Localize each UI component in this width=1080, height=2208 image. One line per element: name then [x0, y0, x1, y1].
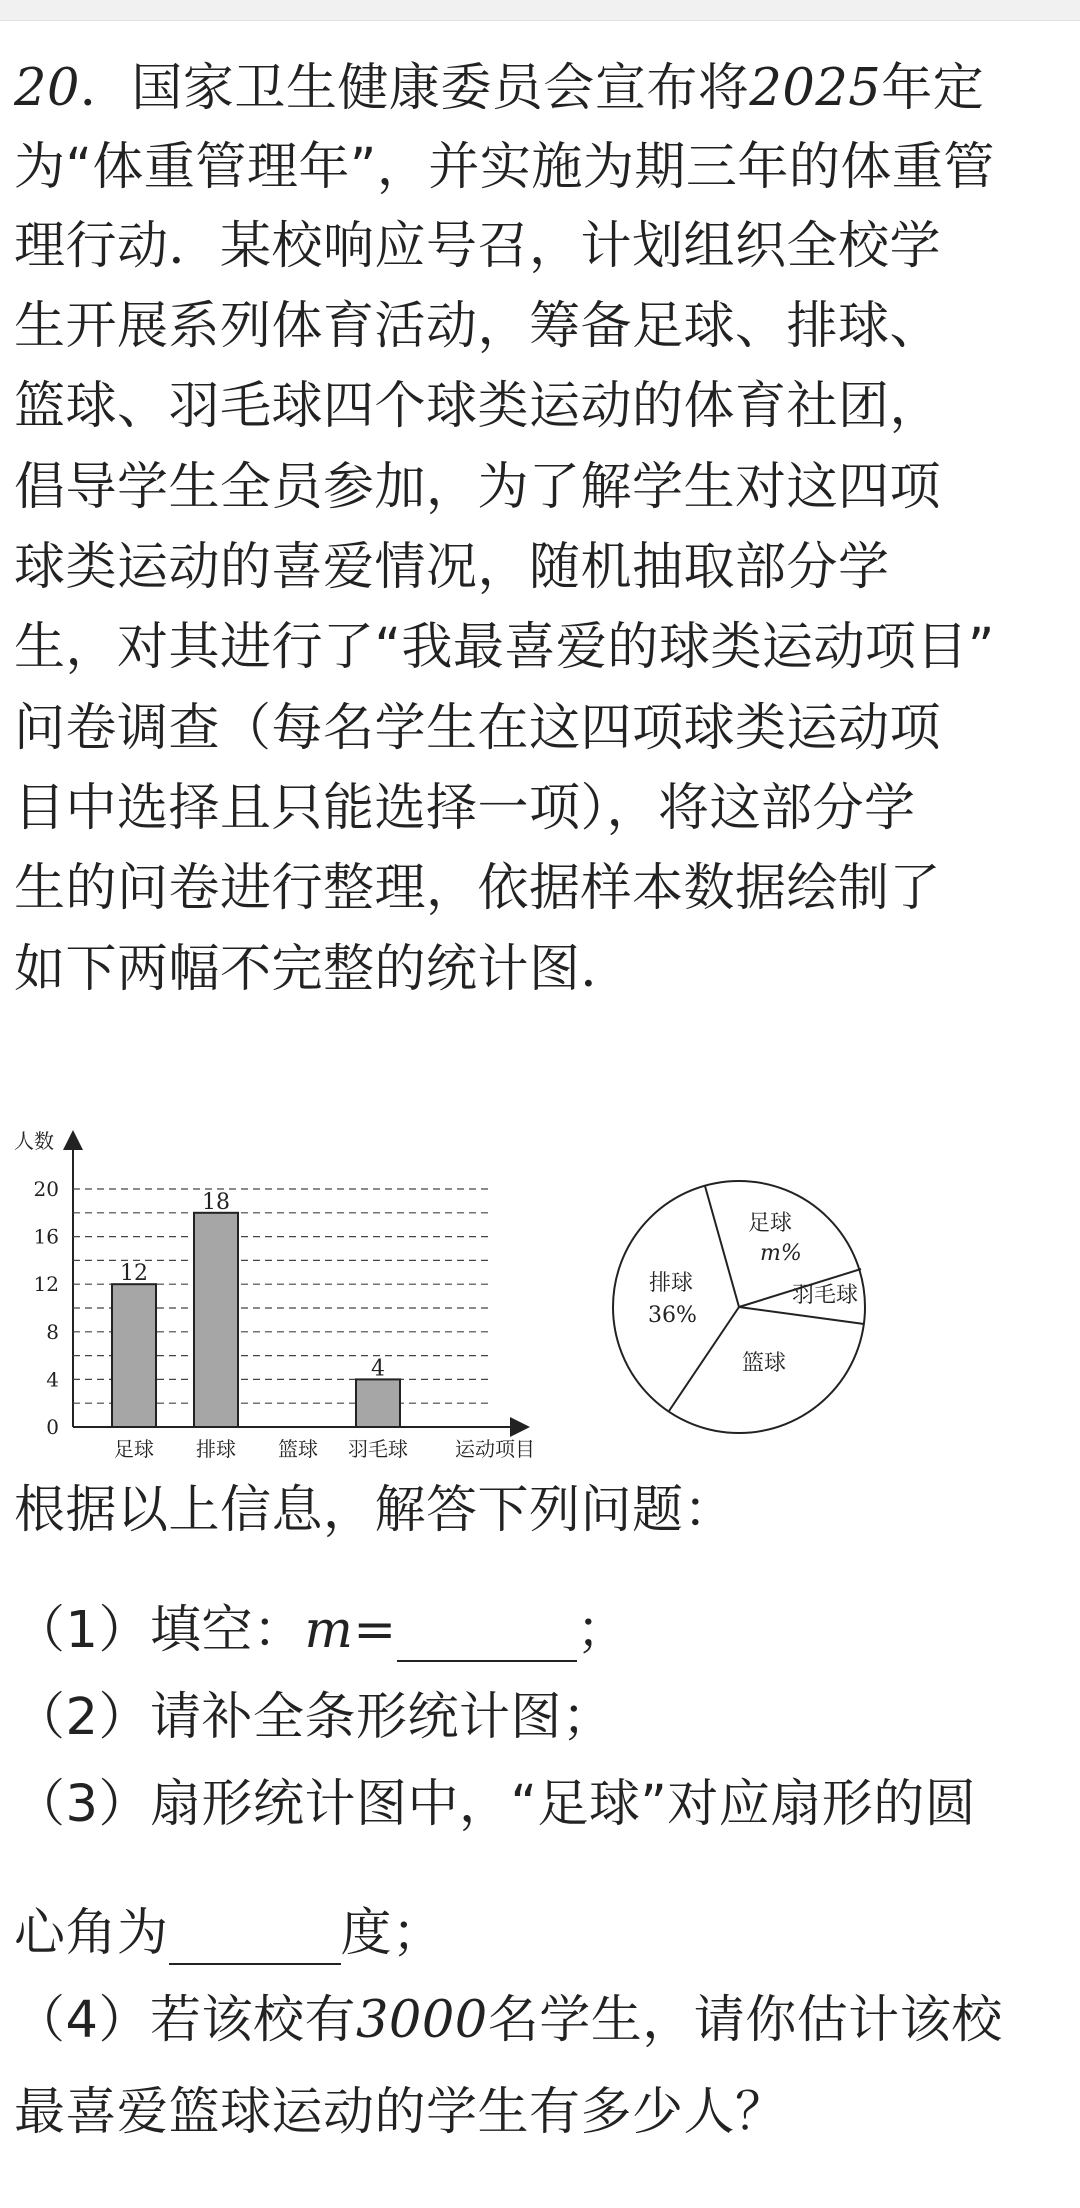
y-tick-label: 8 [46, 1319, 59, 1344]
bar [194, 1213, 238, 1427]
x-tick-label: 足球 [114, 1437, 154, 1461]
y-tick-label: 4 [46, 1367, 59, 1392]
question-part-3-line-1: （3）扇形统计图中，“足球”对应扇形的圆 [14, 1775, 977, 1834]
question-line-6: 倡导学生全员参加，为了解学生对这四项 [14, 458, 942, 517]
question-line-1 [14, 58, 984, 120]
pie-value-football: m% [760, 1241, 802, 1266]
bar-chart [14, 1129, 535, 1461]
figure-svg [0, 1120, 1080, 1472]
y-tick-label: 20 [33, 1177, 59, 1201]
question-line-8: 生，对其进行了“我最喜爱的球类运动项目” [14, 618, 995, 677]
q3-suffix: 度； [340, 1904, 444, 1963]
y-axis-label: 人数 [14, 1129, 54, 1153]
pie-chart [613, 1181, 865, 1433]
bar-data-label: 18 [202, 1189, 230, 1215]
question-line-11: 生的问卷进行整理，依据样本数据绘制了 [14, 859, 942, 918]
y-tick-label: 0 [46, 1415, 59, 1439]
instruction-line: 根据以上信息，解答下列问题： [14, 1481, 736, 1540]
y-tick-label: 16 [33, 1224, 59, 1249]
year-suffix: 年定 [881, 59, 985, 118]
q4-number: 3000 [355, 1991, 488, 2050]
pie-label-badminton: 羽毛球 [792, 1283, 859, 1308]
bar [112, 1284, 156, 1427]
question-line-5: 篮球、羽毛球四个球类运动的体育社团， [14, 377, 942, 436]
x-tick-label: 排球 [196, 1437, 236, 1461]
q3-answer-blank[interactable] [169, 1913, 341, 1965]
question-line-4: 生开展系列体育活动，筹备足球、排球、 [14, 297, 942, 356]
pie-label-basketball: 篮球 [742, 1351, 787, 1376]
q1-answer-blank[interactable] [397, 1610, 577, 1662]
question-part-1 [14, 1600, 628, 1662]
question-line-2: 为“体重管理年”，并实施为期三年的体重管 [14, 138, 995, 197]
question-number: 20 [14, 59, 80, 118]
question-line-7: 球类运动的喜爱情况，随机抽取部分学 [14, 538, 890, 597]
y-tick-label: 12 [33, 1272, 59, 1297]
y-tick-labels [34, 1177, 59, 1439]
question-line-3: 理行动．某校响应号召，计划组织全校学 [14, 217, 942, 276]
question-part-3-line-2 [14, 1903, 444, 1965]
x-tick-label: 篮球 [278, 1437, 318, 1461]
q4-suffix: 名学生，请你估计该校 [487, 1991, 1003, 2050]
pie-value-volleyball: 36% [648, 1303, 697, 1328]
x-tick-label: 羽毛球 [348, 1437, 408, 1461]
question-text-1: ．国家卫生健康委员会宣布将 [79, 59, 750, 118]
q1-variable: m= [304, 1601, 397, 1660]
x-tick-labels [114, 1437, 408, 1461]
q3-prefix: 心角为 [14, 1904, 169, 1963]
bar-data-label: 12 [120, 1261, 148, 1287]
q1-prefix: （1）填空： [14, 1601, 305, 1660]
q1-suffix: ； [576, 1601, 629, 1660]
bar-data-label: 4 [371, 1356, 385, 1382]
q4-prefix: （4）若该校有 [14, 1991, 356, 2050]
pie-label-football: 足球 [748, 1211, 793, 1236]
question-part-4-line-2: 最喜爱篮球运动的学生有多少人？ [14, 2083, 787, 2142]
question-part-4-line-1 [14, 1990, 1003, 2052]
question-line-9: 问卷调查（每名学生在这四项球类运动项 [14, 699, 942, 758]
pie-divider-1 [705, 1186, 739, 1307]
question-part-2: （2）请补全条形统计图； [14, 1688, 614, 1747]
bar [356, 1379, 400, 1427]
statistics-figures [0, 1120, 1080, 1472]
question-line-10: 目中选择且只能选择一项），将这部分学 [14, 779, 916, 838]
question-line-12: 如下两幅不完整的统计图． [14, 940, 633, 999]
top-status-strip [0, 0, 1080, 21]
year-value: 2025 [749, 59, 882, 118]
x-axis-label: 运动项目 [455, 1437, 535, 1461]
pie-label-volleyball: 排球 [649, 1271, 694, 1296]
pie-divider-3 [739, 1307, 864, 1324]
